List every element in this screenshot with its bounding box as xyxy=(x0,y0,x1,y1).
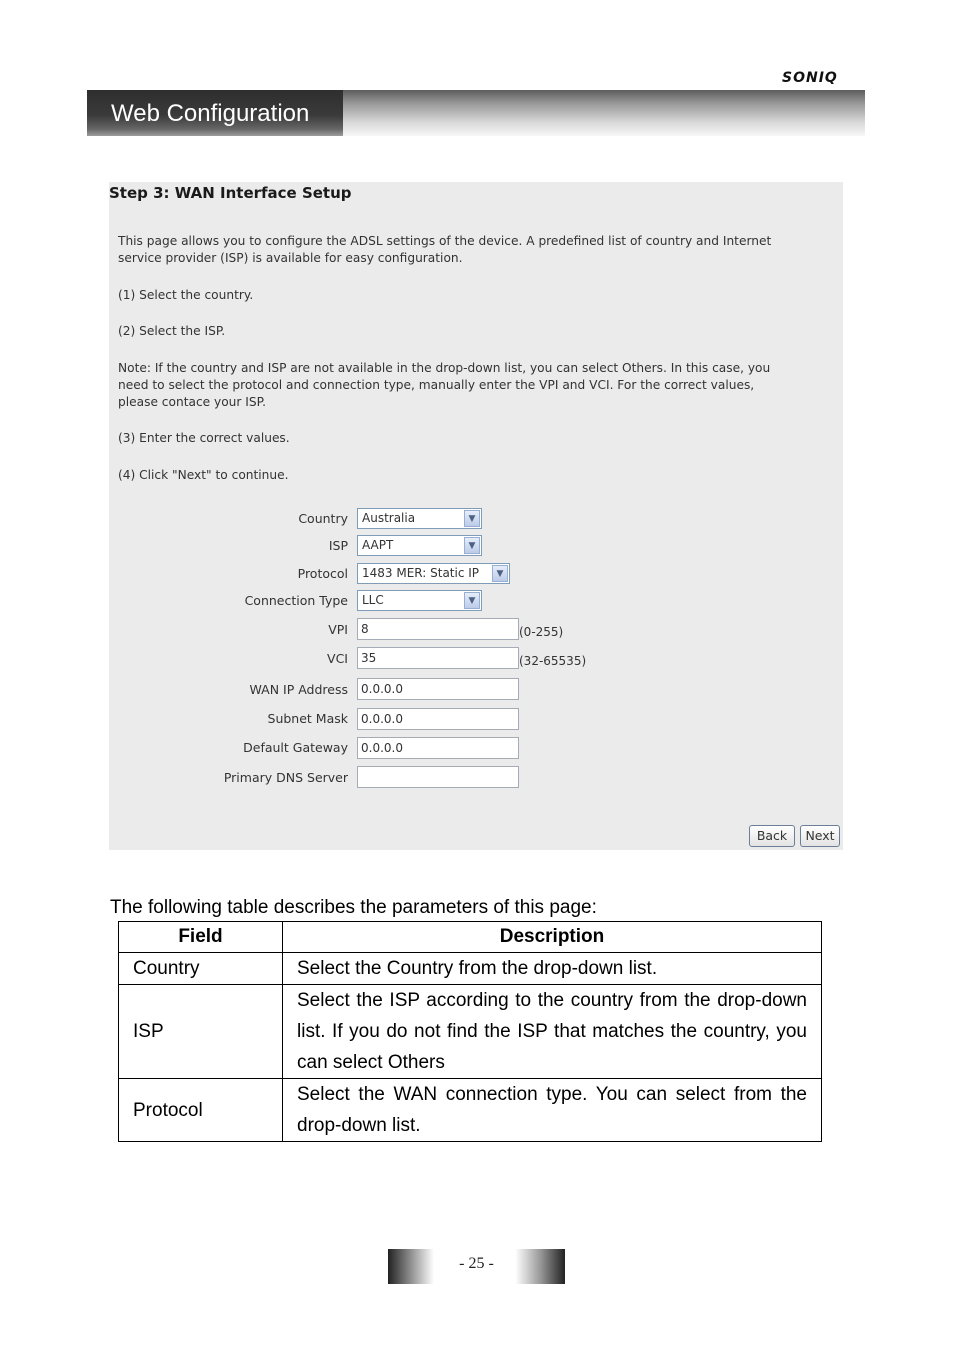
header-description: Description xyxy=(283,922,822,953)
intro-text: This page allows you to configure the ADSL settings of the device. A predefined list of country and Internet service provider (ISP) is available for easy configuration. xyxy=(118,234,772,265)
back-button[interactable]: Back xyxy=(749,825,795,847)
vpi-input[interactable]: 8 xyxy=(357,618,519,640)
subnet-mask-label: Subnet Mask xyxy=(267,711,348,726)
instruction-step-3: (3) Enter the correct values. xyxy=(118,431,290,445)
vci-range-hint: (32-65535) xyxy=(519,654,587,668)
section-title: Web Configuration xyxy=(111,100,310,127)
row-description: Select the Country from the drop-down list. xyxy=(283,953,822,985)
isp-select[interactable] xyxy=(357,535,482,556)
row-description: Select the WAN connection type. You can select from the drop-down list. xyxy=(283,1079,822,1142)
table-header-row xyxy=(119,922,822,953)
wan-ip-input[interactable]: 0.0.0.0 xyxy=(357,678,519,700)
isp-select-value: AAPT xyxy=(362,538,394,552)
wan-ip-label: WAN IP Address xyxy=(249,682,348,697)
row-field: ISP xyxy=(119,985,283,1079)
country-select-value: Australia xyxy=(362,511,416,525)
table-row xyxy=(119,985,822,1079)
chevron-down-icon[interactable]: ▼ xyxy=(464,592,480,609)
connection-type-label: Connection Type xyxy=(244,593,348,608)
instruction-step-2: (2) Select the ISP. xyxy=(118,324,226,338)
table-row xyxy=(119,953,822,985)
primary-dns-label: Primary DNS Server xyxy=(223,770,348,785)
instruction-step-1: (1) Select the country. xyxy=(118,288,254,302)
subnet-mask-input[interactable]: 0.0.0.0 xyxy=(357,708,519,730)
wan-setup-screenshot xyxy=(109,182,843,850)
vpi-label: VPI xyxy=(328,622,348,637)
chevron-down-icon[interactable]: ▼ xyxy=(492,565,508,582)
protocol-select-value: 1483 MER: Static IP xyxy=(362,566,480,580)
chevron-down-icon[interactable]: ▼ xyxy=(464,510,480,527)
instruction-step-4: (4) Click "Next" to continue. xyxy=(118,468,289,482)
primary-dns-input[interactable] xyxy=(357,766,519,788)
row-description: Select the ISP according to the country from the drop-down list. If you do not find the ISP that matches the country, you can select Others xyxy=(283,985,822,1079)
row-field: Country xyxy=(119,953,283,985)
country-label: Country xyxy=(298,511,348,526)
protocol-label: Protocol xyxy=(297,566,348,581)
isp-label: ISP xyxy=(328,538,348,553)
table-row xyxy=(119,1079,822,1142)
chevron-down-icon[interactable]: ▼ xyxy=(464,537,480,554)
vci-label: VCI xyxy=(327,651,348,666)
protocol-select[interactable] xyxy=(357,563,510,584)
parameters-table xyxy=(118,921,822,1142)
default-gateway-label: Default Gateway xyxy=(243,740,348,755)
row-field: Protocol xyxy=(119,1079,283,1142)
table-intro: The following table describes the parameters of this page: xyxy=(110,897,597,918)
connection-type-select[interactable] xyxy=(357,590,482,611)
connection-type-select-value: LLC xyxy=(362,593,384,607)
country-select[interactable] xyxy=(357,508,482,529)
note-text: Note: If the country and ISP are not available in the drop-down list, you can select Others. In this case, you need to select the protocol and connection type, manually enter the VPI and VCI. For the correct values, please contace your ISP. xyxy=(118,361,771,409)
header-field: Field xyxy=(119,922,283,953)
step-title: Step 3: WAN Interface Setup xyxy=(109,184,352,202)
vpi-range-hint: (0-255) xyxy=(519,625,564,639)
next-button[interactable]: Next xyxy=(800,825,840,847)
brand-logo: SONIQ xyxy=(782,70,838,86)
page-number: - 25 - xyxy=(459,1255,494,1272)
default-gateway-input[interactable]: 0.0.0.0 xyxy=(357,737,519,759)
vci-input[interactable]: 35 xyxy=(357,647,519,669)
section-header xyxy=(87,90,343,136)
